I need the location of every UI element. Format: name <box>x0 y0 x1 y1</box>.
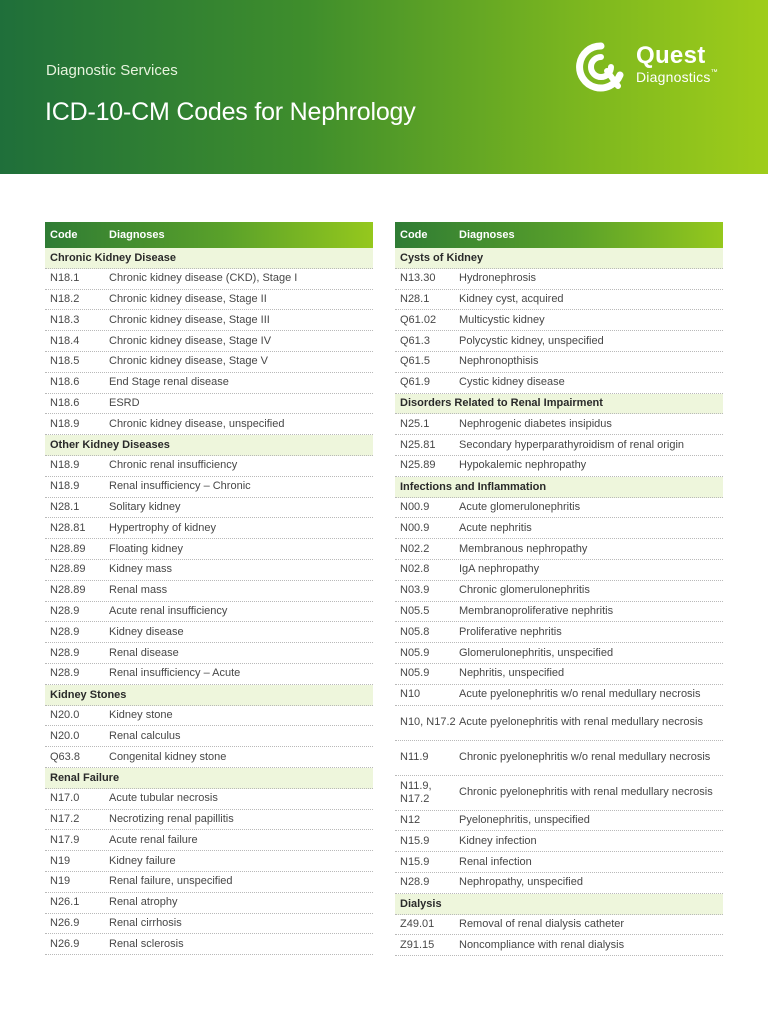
diagnosis-cell: Kidney stone <box>109 708 173 721</box>
code-cell: N28.81 <box>50 521 86 534</box>
diagnosis-cell: Solitary kidney <box>109 500 181 513</box>
diagnosis-cell: Polycystic kidney, unspecified <box>459 334 604 347</box>
table-row <box>45 893 373 914</box>
table-row <box>395 664 723 685</box>
table-row <box>45 518 373 539</box>
code-cell: N05.9 <box>400 667 430 680</box>
column-header-diagnoses: Diagnoses <box>109 229 165 241</box>
code-cell: N25.89 <box>400 459 436 472</box>
table-row <box>45 747 373 768</box>
table-row <box>45 914 373 935</box>
header-kicker: Diagnostic Services <box>46 62 178 79</box>
table-row <box>45 872 373 893</box>
table-row <box>395 290 723 311</box>
diagnosis-cell: Chronic kidney disease, Stage II <box>109 292 267 305</box>
code-cell: N00.9 <box>400 500 430 513</box>
diagnosis-cell: Membranous nephropathy <box>459 542 588 555</box>
table-body <box>395 248 723 956</box>
code-cell: Q61.02 <box>400 313 437 326</box>
code-cell: N05.5 <box>400 604 430 617</box>
section-heading: Chronic Kidney Disease <box>45 248 373 269</box>
table-row <box>45 643 373 664</box>
code-cell: N18.4 <box>50 334 80 347</box>
diagnosis-cell: Kidney cyst, acquired <box>459 292 564 305</box>
table-row <box>45 560 373 581</box>
page-title: ICD-10-CM Codes for Nephrology <box>45 98 416 126</box>
code-cell: N25.1 <box>400 417 430 430</box>
table-row <box>45 456 373 477</box>
diagnosis-cell: End Stage renal disease <box>109 376 229 389</box>
diagnosis-cell: Renal failure, unspecified <box>109 875 233 888</box>
table-row <box>395 811 723 832</box>
table-row <box>395 539 723 560</box>
diagnosis-cell: Chronic kidney disease, unspecified <box>109 417 285 430</box>
code-cell: N25.81 <box>400 438 436 451</box>
code-cell: N18.9 <box>50 417 80 430</box>
table-row <box>45 394 373 415</box>
code-cell: N26.1 <box>50 896 80 909</box>
diagnosis-cell: Pyelonephritis, unspecified <box>459 813 590 826</box>
code-cell: N10, N17.2 <box>400 716 456 729</box>
diagnosis-cell: Proliferative nephritis <box>459 625 562 638</box>
table-row <box>395 776 723 811</box>
table-row <box>395 498 723 519</box>
table-row <box>45 706 373 727</box>
diagnosis-cell: Renal sclerosis <box>109 937 184 950</box>
table-row <box>395 706 723 741</box>
code-cell: N28.89 <box>50 542 86 555</box>
diagnosis-cell: Kidney failure <box>109 854 176 867</box>
diagnosis-cell: Renal insufficiency – Chronic <box>109 480 251 493</box>
diagnosis-cell: Chronic kidney disease, Stage III <box>109 313 270 326</box>
table-row <box>395 831 723 852</box>
table-row <box>395 331 723 352</box>
code-cell: N12 <box>400 813 421 826</box>
diagnosis-cell: Hypertrophy of kidney <box>109 521 216 534</box>
table-row <box>45 602 373 623</box>
code-cell: N19 <box>50 875 71 888</box>
section-heading: Kidney Stones <box>45 685 373 706</box>
diagnosis-cell: Renal disease <box>109 646 179 659</box>
code-cell: N11.9, N17.2 <box>400 779 432 805</box>
table-row <box>45 290 373 311</box>
code-cell: N02.8 <box>400 563 430 576</box>
code-cell: N28.9 <box>400 876 430 889</box>
table-row <box>45 726 373 747</box>
diagnosis-cell: Renal mass <box>109 584 168 597</box>
table-row <box>45 269 373 290</box>
column-header-diagnoses: Diagnoses <box>459 229 515 241</box>
table-row <box>45 477 373 498</box>
diagnosis-cell: Secondary hyperparathyroidism of renal origin <box>459 438 685 451</box>
diagnosis-cell: Acute tubular necrosis <box>109 792 218 805</box>
diagnosis-cell: Chronic kidney disease (CKD), Stage I <box>109 272 298 285</box>
section-heading: Cysts of Kidney <box>395 248 723 269</box>
code-cell: N02.2 <box>400 542 430 555</box>
table-row <box>395 269 723 290</box>
table-row <box>45 373 373 394</box>
table-row <box>45 664 373 685</box>
code-cell: N28.1 <box>400 292 430 305</box>
diagnosis-cell: Membranoproliferative nephritis <box>459 604 614 617</box>
diagnosis-cell: Glomerulonephritis, unspecified <box>459 646 614 659</box>
table-row <box>395 435 723 456</box>
code-cell: N18.9 <box>50 480 80 493</box>
code-cell: N18.1 <box>50 272 80 285</box>
code-cell: N28.9 <box>50 604 80 617</box>
code-cell: N28.9 <box>50 625 80 638</box>
table-body <box>45 248 373 955</box>
table-row <box>395 373 723 394</box>
code-cell: N11.9 <box>400 751 429 764</box>
code-cell: N28.89 <box>50 563 86 576</box>
diagnosis-cell: Acute pyelonephritis w/o renal medullary necrosis <box>459 688 701 701</box>
logo-wordmark-diagnostics: Diagnostics™ <box>636 69 718 85</box>
code-cell: N18.5 <box>50 355 80 368</box>
diagnosis-cell: Hypokalemic nephropathy <box>459 459 587 472</box>
quest-logo <box>576 42 736 92</box>
code-cell: Q63.8 <box>50 750 80 763</box>
diagnosis-cell: Necrotizing renal papillitis <box>109 812 234 825</box>
code-cell: N18.9 <box>50 459 80 472</box>
table-row <box>45 851 373 872</box>
code-cell: N13.30 <box>400 272 436 285</box>
code-cell: N15.9 <box>400 855 430 868</box>
code-cell: Q61.9 <box>400 376 430 389</box>
table-row <box>395 602 723 623</box>
table-row <box>395 518 723 539</box>
table-row <box>45 830 373 851</box>
code-cell: N18.3 <box>50 313 80 326</box>
code-cell: N26.9 <box>50 916 80 929</box>
diagnosis-cell: Chronic kidney disease, Stage IV <box>109 334 272 347</box>
diagnosis-cell: Renal calculus <box>109 729 181 742</box>
table-row <box>395 685 723 706</box>
diagnosis-cell: Removal of renal dialysis catheter <box>459 917 625 930</box>
table-row <box>395 414 723 435</box>
diagnosis-cell: ESRD <box>109 396 140 409</box>
table-row <box>45 414 373 435</box>
diagnosis-cell: Nephritis, unspecified <box>459 667 565 680</box>
code-cell: N20.0 <box>50 708 80 721</box>
quest-logo-icon <box>576 42 626 92</box>
code-cell: N10 <box>400 688 421 701</box>
code-cell: N26.9 <box>50 937 80 950</box>
code-cell: N03.9 <box>400 584 430 597</box>
header-banner <box>0 0 768 174</box>
diagnosis-cell: Acute renal failure <box>109 833 198 846</box>
diagnosis-cell: Congenital kidney stone <box>109 750 227 763</box>
diagnosis-cell: Nephronopthisis <box>459 355 539 368</box>
table-row <box>45 331 373 352</box>
table-row <box>395 456 723 477</box>
diagnosis-cell: Chronic kidney disease, Stage V <box>109 355 268 368</box>
table-row <box>395 643 723 664</box>
table-row <box>395 741 723 776</box>
code-cell: N18.2 <box>50 292 80 305</box>
diagnosis-cell: Hydronephrosis <box>459 272 537 285</box>
code-cell: Z49.01 <box>400 917 435 930</box>
table-header <box>45 222 373 248</box>
code-cell: N00.9 <box>400 521 430 534</box>
logo-wordmark-quest: Quest <box>636 42 706 69</box>
code-cell: Q61.3 <box>400 334 430 347</box>
diagnosis-cell: Kidney mass <box>109 563 172 576</box>
code-cell: N20.0 <box>50 729 80 742</box>
table-row <box>395 622 723 643</box>
diagnosis-cell: Floating kidney <box>109 542 183 555</box>
table-row <box>45 810 373 831</box>
diagnosis-cell: Nephrogenic diabetes insipidus <box>459 417 612 430</box>
diagnosis-cell: Acute nephritis <box>459 521 532 534</box>
diagnosis-cell: Kidney disease <box>109 625 184 638</box>
code-cell: N15.9 <box>400 834 430 847</box>
diagnosis-cell: Acute pyelonephritis with renal medullary necrosis <box>459 716 703 729</box>
code-cell: N19 <box>50 854 71 867</box>
table-row <box>45 934 373 955</box>
table-row <box>45 310 373 331</box>
table-row <box>395 581 723 602</box>
table-row <box>45 352 373 373</box>
diagnosis-cell: Renal infection <box>459 855 532 868</box>
diagnosis-cell: Nephropathy, unspecified <box>459 876 583 889</box>
diagnosis-cell: Chronic glomerulonephritis <box>459 584 590 597</box>
code-cell: N05.9 <box>400 646 430 659</box>
table-row <box>45 539 373 560</box>
diagnosis-cell: Acute renal insufficiency <box>109 604 228 617</box>
code-cell: N18.6 <box>50 376 80 389</box>
code-cell: N17.9 <box>50 833 80 846</box>
table-row <box>395 935 723 956</box>
diagnosis-cell: Kidney infection <box>459 834 537 847</box>
diagnosis-cell: Renal insufficiency – Acute <box>109 667 241 680</box>
diagnosis-cell: Chronic pyelonephritis w/o renal medullary necrosis <box>459 751 711 764</box>
section-heading: Other Kidney Diseases <box>45 435 373 456</box>
column-header-code: Code <box>50 229 78 241</box>
diagnosis-cell: Renal cirrhosis <box>109 916 182 929</box>
code-cell: Q61.5 <box>400 355 430 368</box>
code-cell: N17.0 <box>50 792 80 805</box>
section-heading: Dialysis <box>395 894 723 915</box>
table-row <box>395 915 723 936</box>
diagnosis-cell: Renal atrophy <box>109 896 178 909</box>
table-row <box>395 852 723 873</box>
table-row <box>45 789 373 810</box>
column-header-code: Code <box>400 229 428 241</box>
section-heading: Infections and Inflammation <box>395 477 723 498</box>
diagnosis-cell: Chronic renal insufficiency <box>109 459 238 472</box>
section-heading: Disorders Related to Renal Impairment <box>395 394 723 415</box>
diagnosis-cell: Cystic kidney disease <box>459 376 565 389</box>
codes-table-right <box>395 222 723 956</box>
diagnosis-cell: IgA nephropathy <box>459 563 540 576</box>
code-cell: Z91.15 <box>400 938 435 951</box>
section-heading: Renal Failure <box>45 768 373 789</box>
code-cell: N17.2 <box>50 812 80 825</box>
table-row <box>45 498 373 519</box>
code-cell: N28.9 <box>50 667 80 680</box>
diagnosis-cell: Multicystic kidney <box>459 313 545 326</box>
table-header <box>395 222 723 248</box>
diagnosis-cell: Acute glomerulonephritis <box>459 500 581 513</box>
table-row <box>395 873 723 894</box>
code-cell: N28.89 <box>50 584 86 597</box>
table-row <box>45 622 373 643</box>
code-cell: N28.1 <box>50 500 80 513</box>
code-cell: N28.9 <box>50 646 80 659</box>
code-cell: N05.8 <box>400 625 430 638</box>
table-row <box>395 310 723 331</box>
table-row <box>395 560 723 581</box>
code-cell: N18.6 <box>50 396 80 409</box>
table-row <box>45 581 373 602</box>
table-row <box>395 352 723 373</box>
codes-table-left <box>45 222 373 955</box>
diagnosis-cell: Chronic pyelonephritis with renal medullary necrosis <box>459 786 713 799</box>
diagnosis-cell: Noncompliance with renal dialysis <box>459 938 625 951</box>
